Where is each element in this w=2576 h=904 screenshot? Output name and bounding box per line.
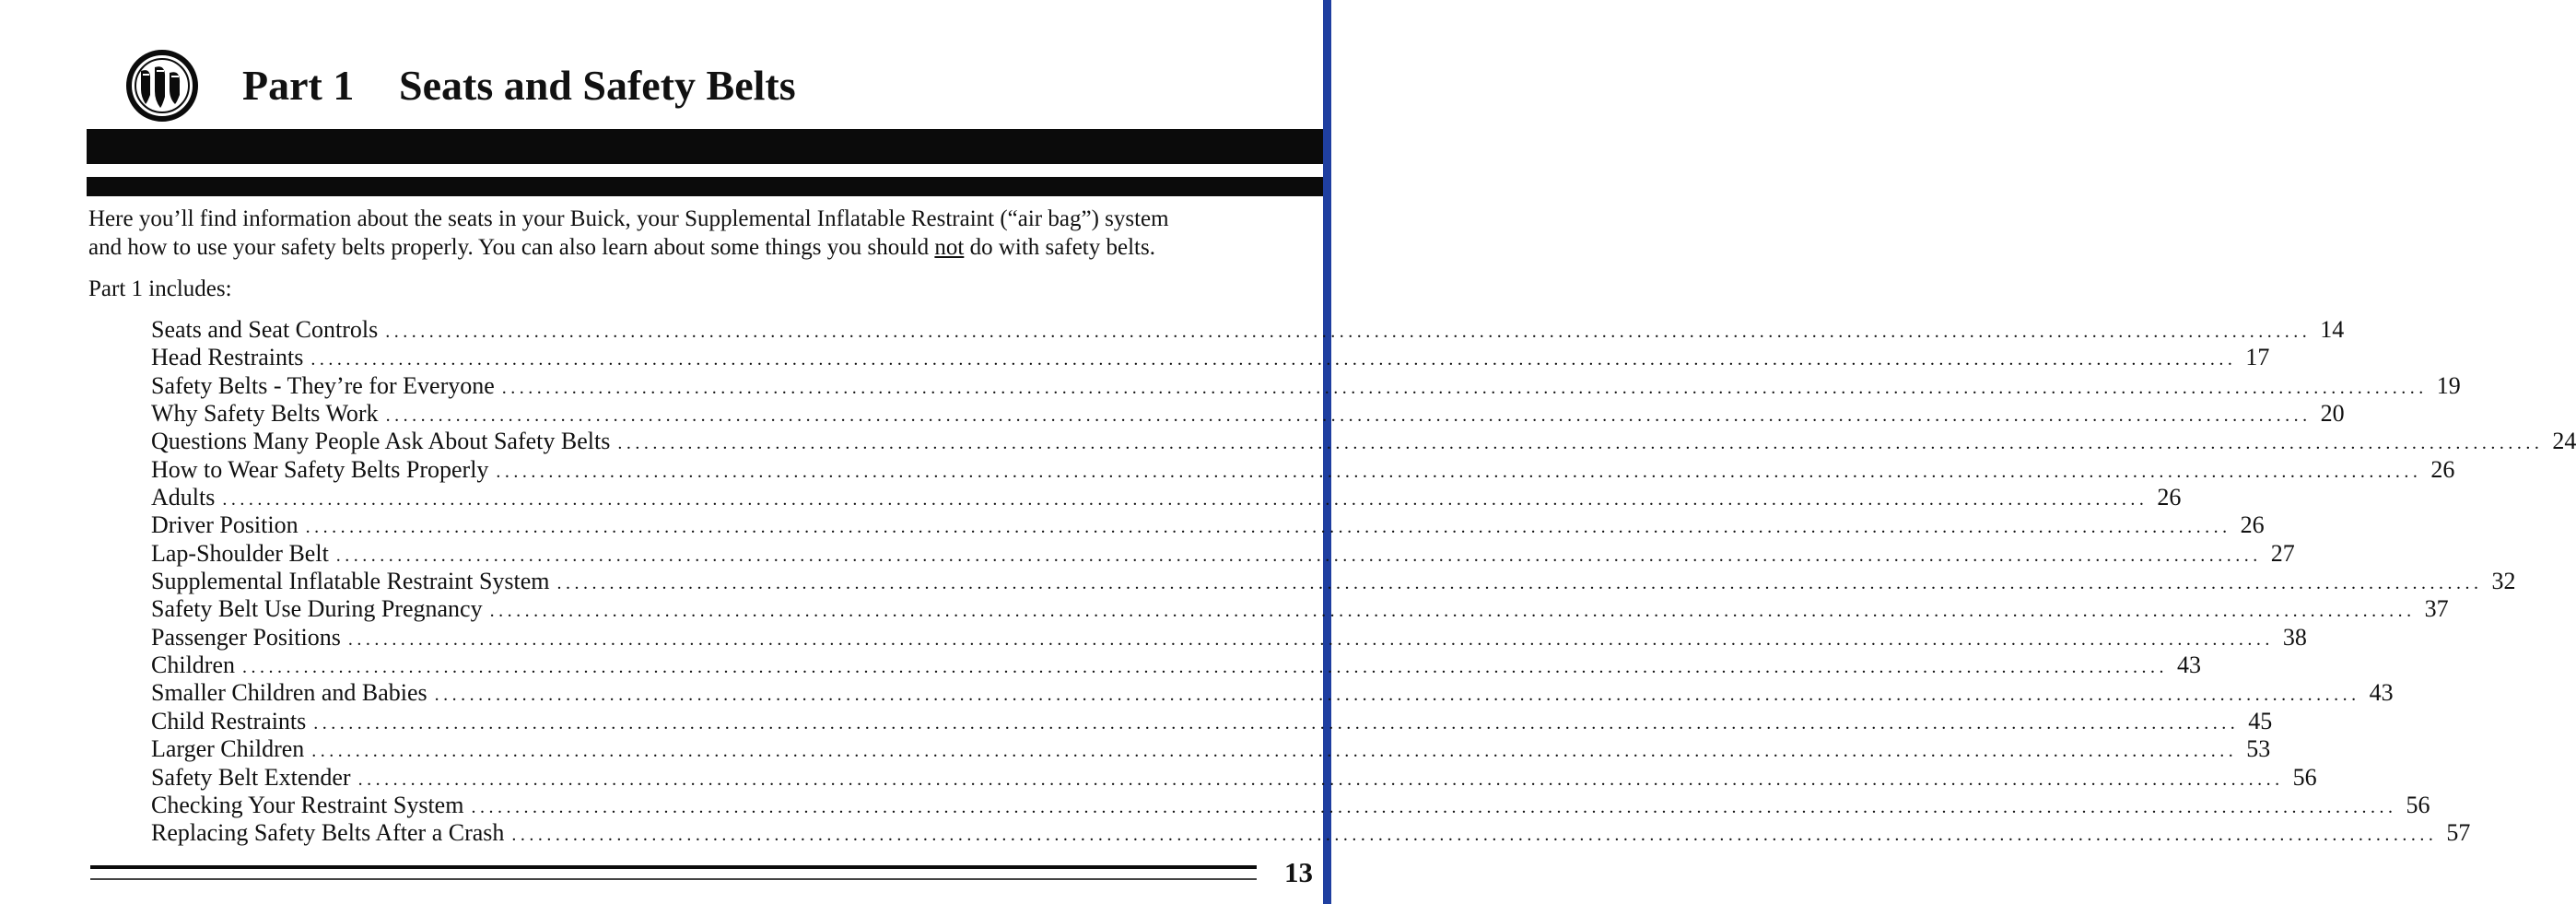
toc-entry-title: Passenger Positions — [151, 623, 341, 651]
toc-leader-dots: ............................................................................................................................................................................................................................ — [305, 517, 2231, 538]
toc-entry[interactable] — [151, 539, 2295, 568]
toc-entry[interactable] — [151, 652, 2201, 679]
toc-entry-page: 17 — [2245, 344, 2270, 371]
toc-entry-page: 24 — [2552, 428, 2576, 455]
intro-line-1: Here you’ll find information about the seats in your Buick, your Supplemental Inflatable Restraint (“air bag”) system — [88, 206, 1169, 231]
toc-entry-page: 14 — [2320, 316, 2345, 343]
toc-entry-page: 56 — [2292, 763, 2317, 791]
toc-entry[interactable] — [151, 428, 2576, 455]
toc-entry-title: Adults — [151, 484, 216, 511]
intro-line-2 — [88, 233, 1314, 262]
toc-entry[interactable] — [151, 316, 2345, 344]
toc-entry-page: 26 — [2430, 455, 2455, 483]
toc-leader-dots: ............................................................................................................................................................................................................................ — [222, 489, 2149, 511]
table-of-contents — [151, 316, 2576, 848]
toc-entry-title: Larger Children — [151, 735, 305, 763]
toc-entry-page: 26 — [2240, 511, 2265, 539]
toc-entry-title: Safety Belt Extender — [151, 763, 351, 791]
toc-entry[interactable] — [151, 568, 2516, 595]
toc-entry[interactable] — [151, 707, 2273, 735]
toc-leader-dots: ............................................................................................................................................................................................................................ — [385, 322, 2312, 342]
header-bar-thick — [87, 129, 1323, 164]
toc-entry-title: Safety Belts - They’re for Everyone — [151, 371, 495, 399]
toc-entry-page: 56 — [2406, 791, 2430, 818]
toc-entry-title: Driver Position — [151, 511, 299, 539]
toc-leader-dots: ............................................................................................................................................................................................................................ — [347, 628, 2274, 650]
toc-entry[interactable] — [151, 371, 2461, 400]
footer-rule-thick — [90, 865, 1257, 869]
toc-entry-title: Supplemental Inflatable Restraint System — [151, 568, 550, 595]
toc-entry-page: 26 — [2157, 484, 2182, 511]
intro-paragraph — [88, 205, 1314, 262]
toc-entry-page: 37 — [2424, 595, 2449, 623]
toc-entry-title: Child Restraints — [151, 707, 307, 734]
toc-entry-title: Smaller Children and Babies — [151, 679, 427, 707]
toc-entry-title: Seats and Seat Controls — [151, 316, 379, 343]
toc-entry-page: 38 — [2282, 623, 2307, 651]
toc-entry-title: Safety Belt Use During Pregnancy — [151, 595, 483, 623]
toc-entry[interactable] — [151, 484, 2182, 511]
toc-entry[interactable] — [151, 819, 2471, 847]
toc-entry-title: How to Wear Safety Belts Properly — [151, 455, 489, 483]
toc-entry-page: 20 — [2320, 400, 2345, 428]
toc-leader-dots: ............................................................................................................................................................................................................................ — [311, 741, 2238, 762]
page-title — [242, 58, 796, 113]
toc-leader-dots: ............................................................................................................................................................................................................................ — [501, 377, 2428, 398]
toc-entry[interactable] — [151, 735, 2271, 763]
toc-leader-dots: ............................................................................................................................................................................................................................ — [471, 796, 2397, 817]
toc-entry-page: 45 — [2248, 707, 2273, 734]
part-label: Part 1 — [242, 62, 355, 109]
intro-line-2-start: and how to use your safety belts properly. You can also learn about some things you should — [88, 235, 935, 260]
page-number: 13 — [1284, 856, 1313, 888]
toc-leader-dots: ............................................................................................................................................................................................................................ — [496, 461, 2422, 482]
toc-leader-dots: ............................................................................................................................................................................................................................ — [489, 601, 2416, 622]
toc-entry-title: Questions Many People Ask About Safety Belts — [151, 428, 611, 455]
toc-entry-page: 43 — [2369, 679, 2394, 707]
toc-leader-dots: ............................................................................................................................................................................................................................ — [556, 573, 2483, 594]
toc-entry[interactable] — [151, 679, 2394, 707]
toc-entry-title: Head Restraints — [151, 344, 304, 371]
toc-entry-title: Lap-Shoulder Belt — [151, 539, 329, 567]
toc-entry[interactable] — [151, 595, 2449, 623]
header-bar-thin — [87, 177, 1323, 196]
toc-entry-page: 32 — [2491, 568, 2516, 595]
toc-leader-dots: ............................................................................................................................................................................................................................ — [310, 349, 2237, 370]
toc-entry-title: Children — [151, 652, 235, 679]
toc-leader-dots: ............................................................................................................................................................................................................................ — [511, 825, 2438, 846]
toc-leader-dots: ............................................................................................................................................................................................................................ — [313, 712, 2240, 734]
intro-emphasis-not: not — [934, 235, 965, 260]
toc-entry-page: 27 — [2270, 539, 2295, 567]
toc-entry[interactable] — [151, 791, 2430, 819]
toc-entry[interactable] — [151, 763, 2317, 792]
toc-entry-title: Why Safety Belts Work — [151, 400, 379, 428]
toc-leader-dots: ............................................................................................................................................................................................................................ — [434, 685, 2360, 706]
toc-entry[interactable] — [151, 623, 2307, 652]
intro-line-2-end: do with safety belts. — [964, 235, 1155, 260]
toc-leader-dots: ............................................................................................................................................................................................................................ — [385, 405, 2312, 427]
toc-entry-page: 57 — [2446, 819, 2471, 847]
toc-entry[interactable] — [151, 344, 2270, 371]
footer-rule-thin — [90, 878, 1257, 880]
toc-entry[interactable] — [151, 511, 2265, 539]
toc-entry[interactable] — [151, 400, 2345, 428]
toc-leader-dots: ............................................................................................................................................................................................................................ — [357, 769, 2284, 790]
toc-entry[interactable] — [151, 455, 2455, 484]
includes-label: Part 1 includes: — [88, 276, 232, 301]
toc-leader-dots: ............................................................................................................................................................................................................................ — [242, 657, 2168, 678]
toc-entry-page: 53 — [2246, 735, 2271, 763]
section-title: Seats and Safety Belts — [399, 62, 796, 109]
toc-entry-title: Replacing Safety Belts After a Crash — [151, 819, 505, 847]
toc-entry-title: Checking Your Restraint System — [151, 791, 464, 818]
toc-leader-dots: ............................................................................................................................................................................................................................ — [335, 545, 2262, 566]
toc-leader-dots: ............................................................................................................................................................................................................................ — [617, 433, 2544, 454]
toc-entry-page: 43 — [2177, 652, 2201, 679]
toc-entry-page: 19 — [2436, 371, 2461, 399]
buick-logo-icon — [125, 49, 199, 123]
